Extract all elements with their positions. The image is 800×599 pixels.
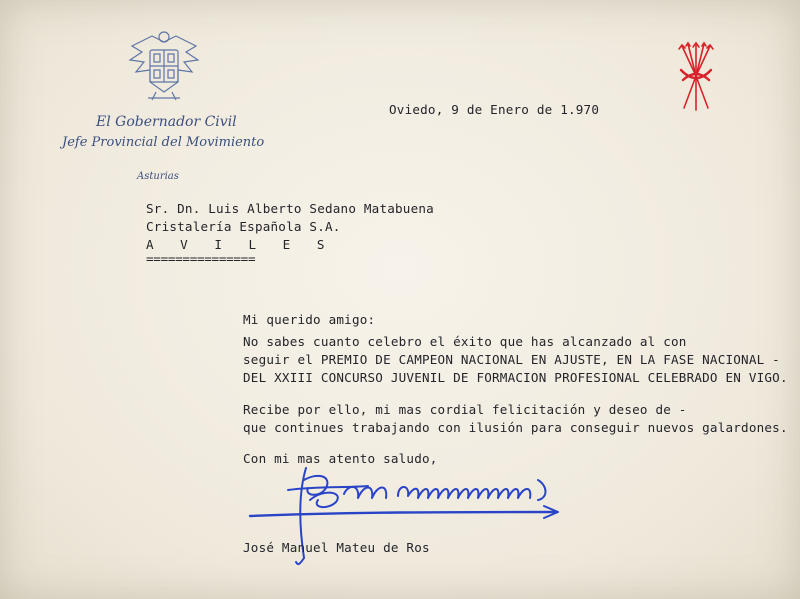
recipient-underline: ===============	[146, 251, 256, 266]
recipient-name: Sr. Dn. Luis Alberto Sedano Matabuena	[146, 201, 434, 216]
letterhead-province: Asturias	[137, 171, 179, 182]
body-paragraph2-line2: que continues trabajando con ilusión para conseguir nuevos galardones.	[243, 420, 788, 435]
yoke-and-arrows-icon	[676, 40, 716, 114]
coat-of-arms-icon	[126, 28, 202, 104]
date-line: Oviedo, 9 de Enero de 1.970	[389, 102, 600, 117]
signatory-name: José Manuel Mateu de Ros	[243, 540, 430, 555]
body-paragraph1-line2: seguir el PREMIO DE CAMPEON NACIONAL EN AJUSTE, EN LA FASE NACIONAL -	[243, 352, 780, 367]
recipient-company: Cristalería Española S.A.	[146, 219, 341, 234]
letterhead-title-line2: Jefe Provincial del Movimiento	[62, 135, 265, 150]
body-paragraph2-line1: Recibe por ello, mi mas cordial felicitación y deseo de -	[243, 402, 687, 417]
closing-line: Con mi mas atento saludo,	[243, 451, 438, 466]
salutation: Mi querido amigo:	[243, 312, 376, 327]
body-paragraph1-line3: DEL XXIII CONCURSO JUVENIL DE FORMACION PROFESIONAL CELEBRADO EN VIGO.	[243, 370, 788, 385]
letterhead-title-line1: El Gobernador Civil	[96, 114, 237, 130]
recipient-city: A V I L E S	[146, 237, 334, 252]
body-paragraph1-line1: No sabes cuanto celebro el éxito que has alcanzado al con	[243, 334, 687, 349]
